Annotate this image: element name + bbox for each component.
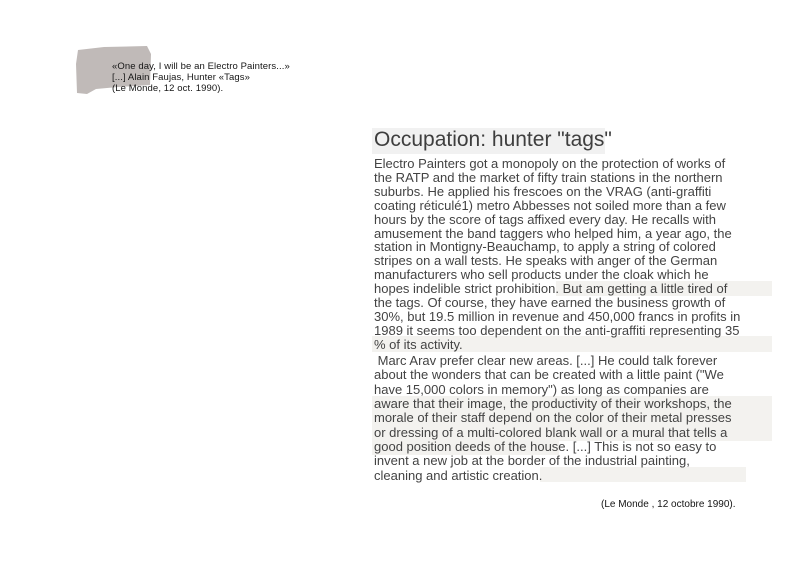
article-line: good position deeds of the house. [...] This is not so easy to — [374, 438, 717, 454]
article-line: % of its activity. — [374, 336, 463, 352]
source-citation: (Le Monde , 12 octobre 1990). — [601, 499, 736, 510]
press-clipping-quote — [112, 61, 290, 94]
article-line: the RATP and the market of fifty train stations in the northern — [374, 169, 723, 185]
article-paragraph — [374, 354, 778, 483]
article-line: 30%, but 19.5 million in revenue and 450,000 francs in profits in — [374, 308, 741, 324]
article-line: have 15,000 colors in memory") as long as companies are — [374, 381, 709, 397]
article-line: or dressing of a multi-colored blank wall or a mural that tells a — [374, 424, 728, 440]
article-title: Occupation: hunter "tags" — [374, 128, 612, 151]
article-line: about the wonders that can be created with a little paint ("We — [374, 367, 724, 383]
article-body — [374, 157, 778, 483]
article-line: stripes on a wall tests. He speaks with anger of the German — [374, 253, 718, 269]
article-line: Electro Painters got a monopoly on the protection of works of — [374, 156, 726, 171]
clipping-quote-line: (Le Monde, 12 oct. 1990). — [112, 83, 224, 94]
article-line: 1989 it seems too dependent on the anti-graffiti representing 35 — [374, 322, 740, 338]
article-line: amusement the band taggers who helped him, a year ago, the — [374, 225, 732, 241]
article-line: coating réticulé1) metro Abbesses not soiled more than a few — [374, 197, 726, 213]
article-line: cleaning and artistic creation. — [374, 467, 543, 483]
article-line: morale of their staff depend on the color of their metal presses — [374, 410, 732, 426]
article-line: hours by the score of tags affixed every day. He recalls with — [374, 211, 717, 227]
article-paragraph — [374, 157, 778, 352]
article-line: hopes indelible strict prohibition. But am getting a little tired of — [374, 281, 728, 297]
article-line: the tags. Of course, they have earned the business growth of — [374, 295, 726, 311]
clipping-quote-line: [...] Alain Faujas, Hunter «Tags» — [112, 72, 250, 83]
article-line: aware that their image, the productivity of their workshops, the — [374, 396, 732, 412]
article-line: suburbs. He applied his frescoes on the VRAG (anti-graffiti — [374, 183, 712, 199]
article-line: manufacturers who sell products under the cloak which he — [374, 267, 709, 283]
clipping-quote-line: «One day, I will be an Electro Painters...» — [112, 61, 290, 72]
article-line: Marc Arav prefer clear new areas. [...] He could talk forever — [374, 353, 718, 369]
article-line: invent a new job at the border of the industrial painting, — [374, 453, 690, 469]
article-line: station in Montigny-Beauchamp, to apply a string of colored — [374, 239, 716, 255]
